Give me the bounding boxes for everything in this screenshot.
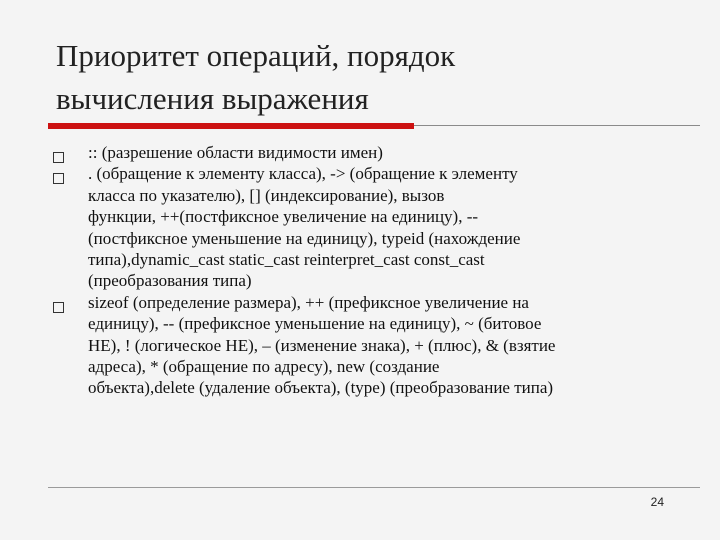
page-number: 24 (650, 495, 664, 509)
bullet-line: объекта),delete (удаление объекта), (type) (преобразование типа) (88, 378, 554, 398)
bullet-item-scope-resolution (50, 142, 680, 163)
bullet-line: sizeof (определение размера), ++ (префиксное увеличение на (88, 292, 529, 312)
slide-title (56, 34, 676, 120)
bullet-line: адреса), * (обращение по адресу), new (создание (88, 357, 440, 377)
bullet-item-postfix-operators (50, 163, 680, 291)
bullet-list (50, 142, 680, 399)
bullet-item-unary-operators (50, 292, 680, 399)
bullet-line: НЕ), ! (логическое НЕ), – (изменение знака), + (плюс), & (взятие (88, 335, 556, 355)
slide-title-line-1: Приоритет операций, порядок (56, 38, 456, 73)
square-bullet-icon (53, 152, 64, 163)
bullet-text (88, 142, 680, 163)
bullet-text (88, 292, 680, 399)
bullet-line: единицу), -- (префиксное уменьшение на единицу), ~ (битовое (88, 314, 542, 334)
square-bullet-icon (53, 173, 64, 184)
bullet-line: типа),dynamic_cast static_cast reinterpret_cast const_cast (88, 250, 485, 270)
slide-title-line-2: вычисления выражения (56, 81, 369, 116)
bullet-line: :: (разрешение области видимости имен) (88, 143, 383, 162)
bullet-line: функции, ++(постфиксное увеличение на единицу), -- (88, 207, 479, 227)
bullet-text (88, 163, 680, 291)
bullet-line: (постфиксное уменьшение на единицу), typeid (нахождение (88, 228, 521, 248)
bullet-line: класса по указателю), [] (индексирование), вызов (88, 185, 445, 205)
footer-rule (48, 487, 700, 488)
square-bullet-icon (53, 302, 64, 313)
bullet-line: . (обращение к элементу класса), -> (обращение к элементу (88, 164, 518, 184)
bullet-line: (преобразования типа) (88, 271, 252, 291)
title-accent-bar (48, 123, 414, 129)
